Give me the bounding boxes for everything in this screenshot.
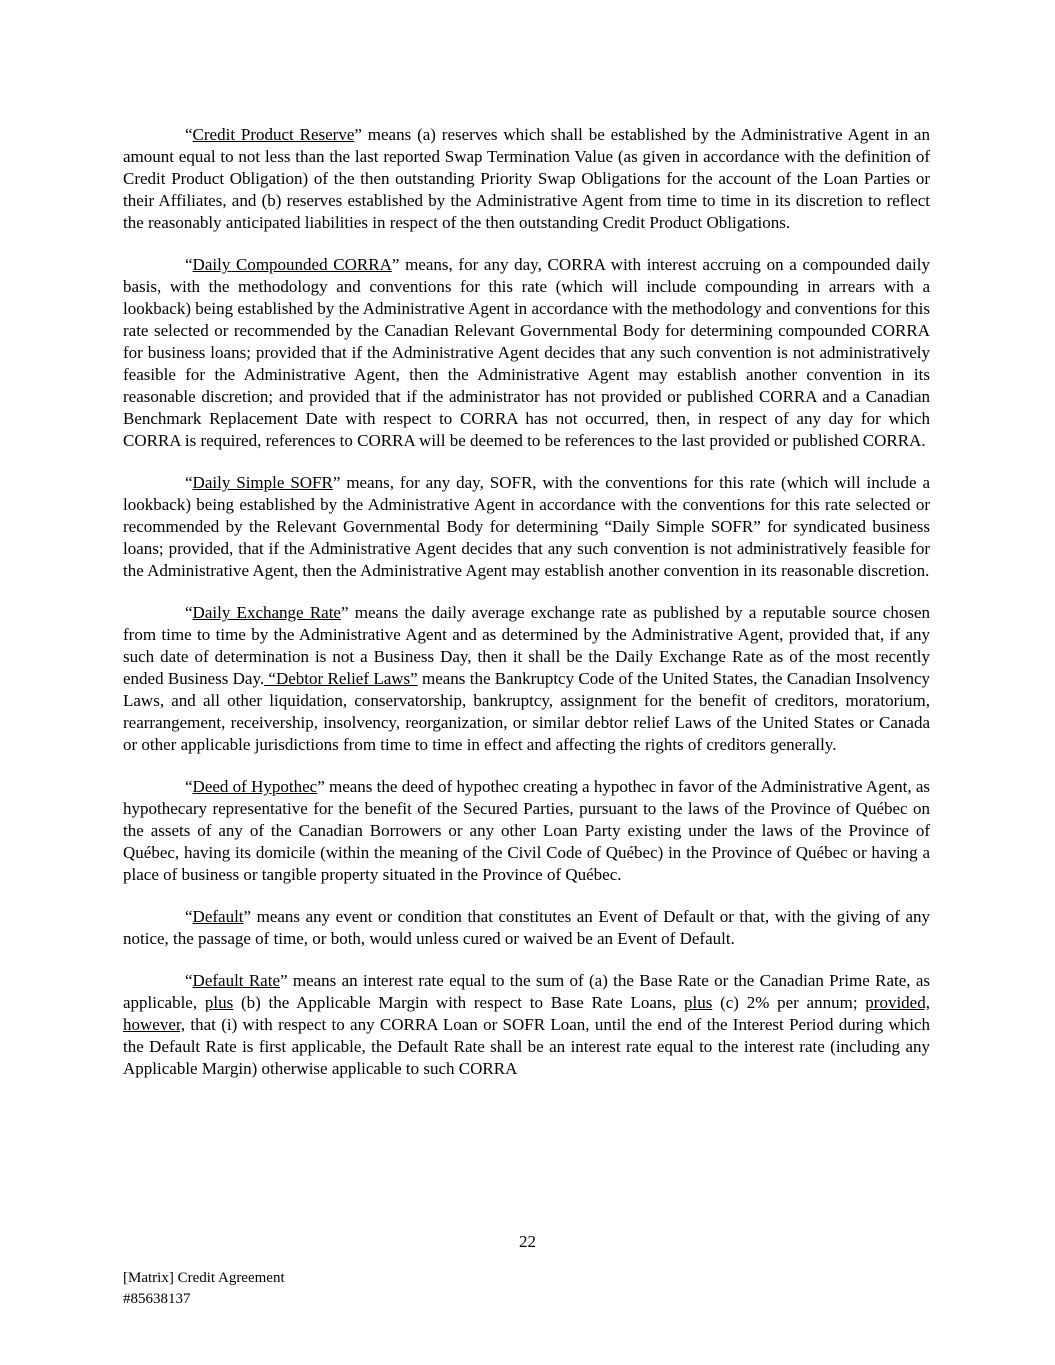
document-footer [123, 1268, 285, 1310]
paragraph-text: (c) 2% per annum; [712, 993, 866, 1012]
defined-term: plus [683, 993, 713, 1012]
page-number: 22 [519, 1232, 536, 1251]
paragraph-text: “ [185, 603, 193, 622]
defined-term: plus [204, 993, 234, 1012]
paragraph-text: ” means, for any day, SOFR, with the conventions for this rate (which will include a lookback) being established by the Administrative Agent in accordance with the conventions for this rate selected or recommended by the Relevant Governmental Body for determining “Daily Simple SOFR” for syndicated business loans; provided, that if the Administrative Agent decides that any such convention is not administratively feasible for the Administrative Agent, then the Administrative Agent may establish another convention in its reasonable discretion. [123, 473, 930, 580]
paragraph [123, 124, 930, 234]
paragraph-text: (b) the Applicable Margin with respect to Base Rate Loans, [233, 993, 684, 1012]
footer-document-title: [Matrix] Credit Agreement [123, 1270, 285, 1286]
paragraph-text: “ [185, 777, 193, 796]
paragraph-text: “ [185, 971, 193, 990]
defined-term: Daily Compounded CORRA [192, 255, 392, 274]
defined-term: provided, [865, 993, 930, 1012]
defined-term: Deed of Hypothec [192, 777, 318, 796]
paragraph [123, 602, 930, 756]
document-body [123, 124, 930, 1100]
defined-term: Daily Simple SOFR [192, 473, 333, 492]
paragraph [123, 906, 930, 950]
paragraph-text: “ [185, 907, 193, 926]
defined-term: however, [123, 1015, 186, 1034]
defined-term: “Debtor Relief Laws” [264, 669, 418, 688]
footer-document-id: #85638137 [123, 1291, 191, 1307]
paragraph [123, 472, 930, 582]
defined-term: Default [192, 907, 244, 926]
paragraph-text: means the Bankruptcy Code of the United States, the Canadian Insolvency Laws, and all other liquidation, conservatorship, bankruptcy, assignment for the benefit of creditors, moratorium, rearrangement, receivership, insolvency, reorganization, or similar debtor relief Laws of the United States or Canada or other applicable jurisdictions from time to time in effect and affecting the rights of creditors generally. [123, 669, 930, 754]
paragraph [123, 254, 930, 452]
paragraph-text: ” means (a) reserves which shall be established by the Administrative Agent in an amount equal to not less than the last reported Swap Termination Value (as given in accordance with the definition of Credit Product Obligation) of the then outstanding Priority Swap Obligations for the account of the Loan Parties or their Affiliates, and (b) reserves established by the Administrative Agent from time to time in its discretion to reflect the reasonably anticipated liabilities in respect of the then outstanding Credit Product Obligations. [123, 125, 930, 232]
paragraph [123, 776, 930, 886]
paragraph-text: “ [185, 125, 193, 144]
paragraph-text: ” means an interest rate equal to the sum of (a) the Base Rate or the Canadian Prime Rate, as applicable, [123, 971, 930, 1012]
defined-term: Credit Product Reserve [192, 125, 355, 144]
paragraph-text: “ [185, 255, 193, 274]
paragraph [123, 970, 930, 1080]
paragraph-text: that (i) with respect to any CORRA Loan or SOFR Loan, until the end of the Interest Period during which the Default Rate is first applicable, the Default Rate shall be an interest rate equal to the interest rate (including any Applicable Margin) otherwise applicable to such CORRA [123, 1015, 930, 1078]
defined-term: Daily Exchange Rate [192, 603, 341, 622]
paragraph-text: ” means the daily average exchange rate as published by a reputable source chosen from time to time by the Administrative Agent and as determined by the Administrative Agent, provided that, if any such date of determination is not a Business Day, then it shall be the Daily Exchange Rate as of the most recently ended Business Day. [123, 603, 930, 688]
paragraph-text: ” means, for any day, CORRA with interest accruing on a compounded daily basis, with the methodology and conventions for this rate (which will include compounding in arrears with a lookback) being established by the Administrative Agent in accordance with the methodology and conventions for this rate selected or recommended by the Canadian Relevant Governmental Body for determining compounded CORRA for business loans; provided that if the Administrative Agent decides that any such convention is not administratively feasible for the Administrative Agent, then the Administrative Agent may establish another convention in its reasonable discretion; and provided that if the administrator has not provided or published CORRA and a Canadian Benchmark Replacement Date with respect to CORRA has not occurred, then, in respect of any day for which CORRA is required, references to CORRA will be deemed to be references to the last provided or published CORRA. [123, 255, 930, 450]
paragraph-text: ” means any event or condition that constitutes an Event of Default or that, with the giving of any notice, the passage of time, or both, would unless cured or waived be an Event of Default. [123, 907, 930, 948]
paragraph-text: ” means the deed of hypothec creating a hypothec in favor of the Administrative Agent, as hypothecary representative for the benefit of the Secured Parties, pursuant to the laws of the Province of Québec on the assets of any of the Canadian Borrowers or any other Loan Party existing under the laws of the Province of Québec, having its domicile (within the meaning of the Civil Code of Québec) in the Province of Québec or having a place of business or tangible property situated in the Province of Québec. [123, 777, 931, 884]
defined-term: Default Rate [192, 971, 280, 990]
paragraph-text: “ [185, 473, 193, 492]
